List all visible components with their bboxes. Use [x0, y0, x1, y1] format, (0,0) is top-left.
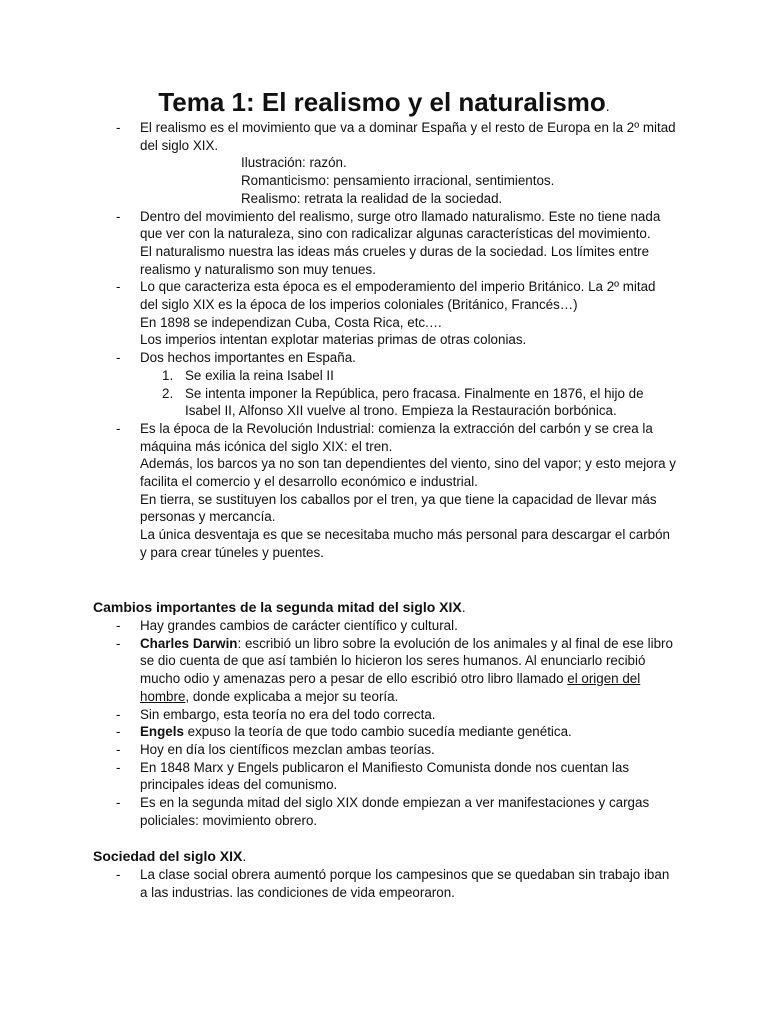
section-heading: Cambios importantes de la segunda mitad del siglo XIX. [93, 599, 466, 615]
list-item: - Es en la segunda mitad del siglo XIX donde empiezan a ver manifestaciones y cargas policiales: movimiento obrero. [0, 794, 768, 829]
list-item: - Dentro del movimiento del realismo, surge otro llamado naturalismo. Este no tiene nada que ver con la naturaleza, sino con radicalizar algunas características del movimiento. El naturalismo nuestra las ideas más crueles y duras de la sociedad. Los límites entre realismo y naturalismo son muy tenues. [0, 208, 768, 279]
numbered-item: 1. Se exilia la reina Isabel II [162, 367, 334, 383]
numbered-list [140, 367, 676, 420]
list-item: - Hoy en día los científicos mezclan ambas teorías. [0, 741, 768, 759]
list-item: - Lo que caracteriza esta época es el empoderamiento del imperio Británico. La 2º mitad del siglo XIX es la época de los imperios coloniales (Británico, Francés…) En 1898 se independizan Cuba, Costa Rica, etc.… Los imperios intentan explotar materias primas de otras colonias. [0, 278, 768, 349]
list-item: - Sin embargo, esta teoría no era del todo correcta. [0, 706, 768, 724]
list-item: - Charles Darwin: escribió un libro sobre la evolución de los animales y al final de ese libro se dio cuenta de que así también lo hicieron los seres humanos. Al enunciarlo recibió mucho odio y amenazas pero a pesar de ello escribió otro libro llamado el origen del hombre, donde explicaba a mejor su teoría. [0, 635, 768, 706]
list-item: - Hay grandes cambios de carácter científico y cultural. [0, 617, 768, 635]
section2-list [0, 617, 768, 829]
list-item: - El realismo es el movimiento que va a dominar España y el resto de Europa en la 2º mitad del siglo XIX. Ilustración: razón. Romanticismo: pensamiento irracional, sentimientos. Realismo: retrata la realidad de la sociedad. [0, 119, 768, 208]
numbered-item: 2. Se intenta imponer la República, pero fracasa. Finalmente en 1876, el hijo de Isabel II, Alfonso XII vuelve al trono. Empieza la Restauración borbónica. [162, 385, 644, 419]
list-item: - Es la época de la Revolución Industrial: comienza la extracción del carbón y se crea la máquina más icónica del siglo XIX: el tren. Además, los barcos ya no son tan dependientes del viento, sino del vapor; y esto mejora y facilita el comercio y el desarrollo económico e industrial. En tierra, se sustituyen los caballos por el tren, ya que tiene la capacidad de llevar más personas y mercancía. La única desventaja es que se necesitaba mucho más personal para descargar el carbón y para crear túneles y puentes. [0, 420, 768, 562]
section1-list [0, 119, 768, 562]
section-heading: Sociedad del siglo XIX. [93, 848, 247, 864]
list-item: - La clase social obrera aumentó porque los campesinos que se quedaban sin trabajo iban a las industrias. las condiciones de vida empeoraron. [0, 866, 768, 901]
list-item: - Engels expuso la teoría de que todo cambio sucedía mediante genética. [0, 723, 768, 741]
list-item: - Dos hechos importantes en España. 1. Se exilia la reina Isabel II 2. Se intenta imponer la República, pero fracasa. Finalmente en 1876, el hijo de Isabel II, Alfonso XII vuelve al trono. Empieza la Restauración borbónica. [0, 349, 768, 420]
list-item: - En 1848 Marx y Engels publicaron el Manifiesto Comunista donde nos cuentan las principales ideas del comunismo. [0, 759, 768, 794]
section3-list [0, 866, 768, 901]
page-title: Tema 1: El realismo y el naturalismo. [158, 87, 610, 117]
